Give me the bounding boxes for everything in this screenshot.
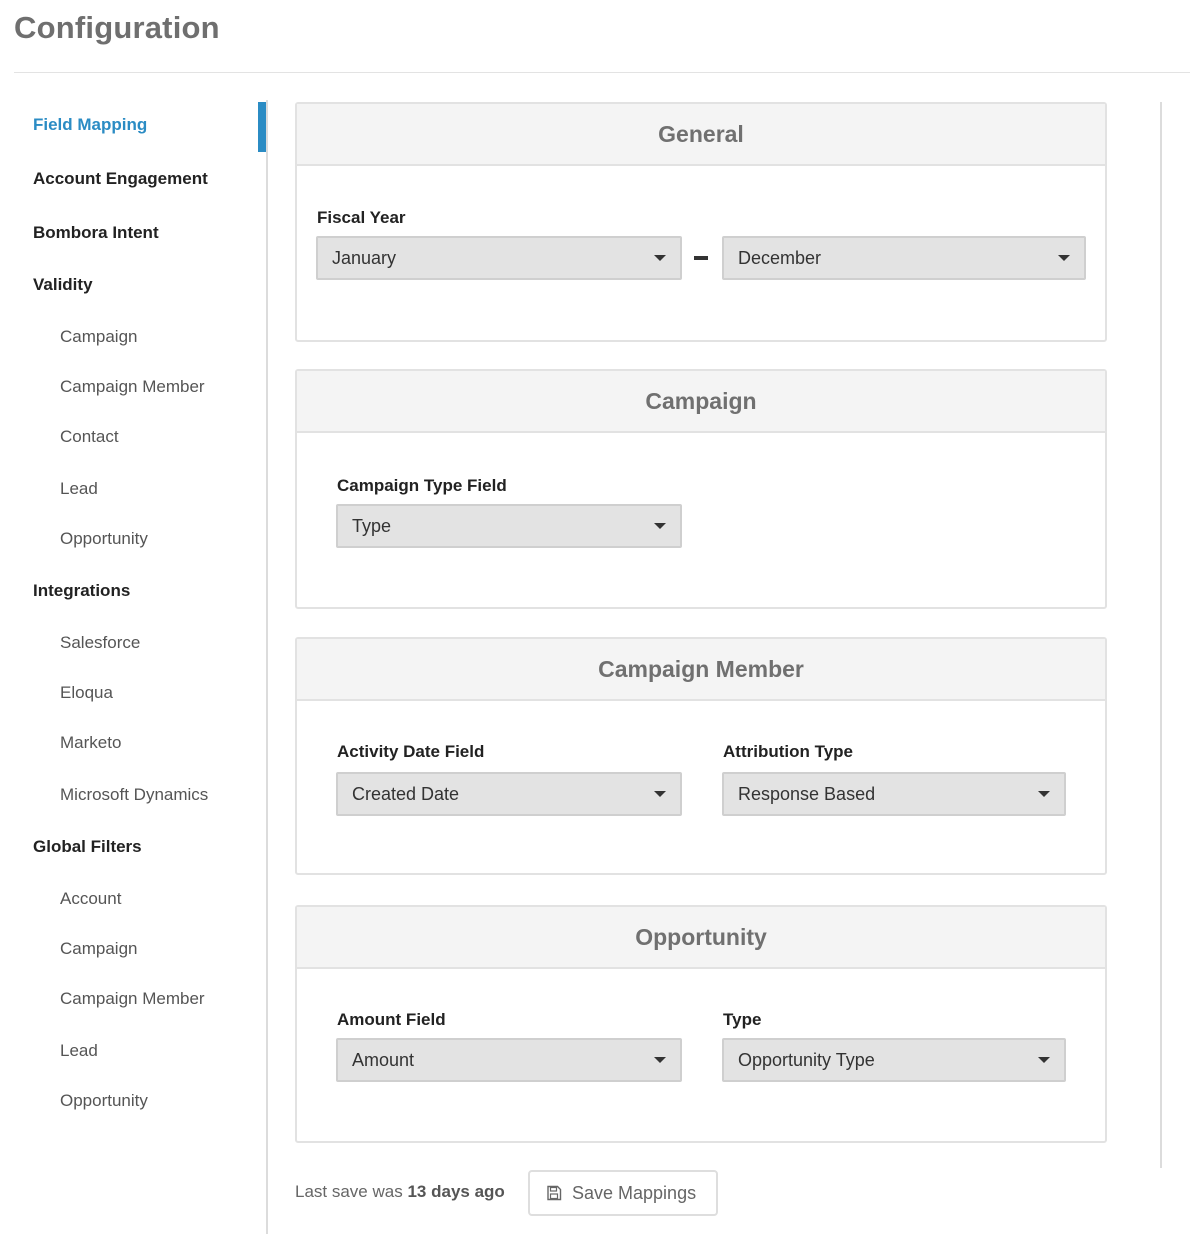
amount-field-value: Amount — [352, 1050, 415, 1070]
campaign-type-field-select[interactable] — [336, 504, 682, 548]
save-mappings-button[interactable] — [528, 1170, 718, 1216]
sidebar-item-filter-opportunity[interactable]: Opportunity — [60, 1091, 148, 1110]
last-save-prefix: Last save was — [295, 1182, 403, 1201]
opportunity-type-select[interactable] — [722, 1038, 1066, 1082]
chevron-down-icon — [654, 523, 666, 529]
sidebar-nav — [0, 100, 268, 1234]
fiscal-year-label: Fiscal Year — [317, 208, 406, 227]
general-panel-header — [297, 104, 1105, 166]
opportunity-panel-title: Opportunity — [635, 923, 767, 950]
sidebar-item-filter-campaign-member[interactable]: Campaign Member — [60, 989, 205, 1008]
sidebar-item-integrations[interactable]: Integrations — [33, 581, 131, 600]
last-save-note — [295, 1182, 505, 1202]
fiscal-year-start-value: January — [332, 248, 397, 268]
general-panel — [295, 102, 1107, 342]
floppy-disk-icon — [546, 1185, 562, 1201]
amount-field-select[interactable] — [336, 1038, 682, 1082]
title-divider — [14, 72, 1190, 73]
sidebar-item-validity-contact[interactable]: Contact — [60, 427, 119, 446]
general-panel-title: General — [658, 120, 744, 147]
chevron-down-icon — [654, 791, 666, 797]
campaign-type-field-value: Type — [352, 516, 392, 536]
page-title: Configuration — [14, 10, 220, 45]
opportunity-panel-header — [297, 907, 1105, 969]
campaign-panel-title: Campaign — [645, 387, 757, 414]
save-mappings-label: Save Mappings — [572, 1182, 697, 1203]
sidebar-item-bombora-intent[interactable]: Bombora Intent — [33, 223, 159, 242]
sidebar-item-validity-opportunity[interactable]: Opportunity — [60, 529, 148, 548]
fiscal-year-end-value: December — [738, 248, 822, 268]
sidebar-item-filter-account[interactable]: Account — [60, 889, 122, 908]
campaign-type-field-label: Campaign Type Field — [337, 476, 507, 495]
campaign-panel-header — [297, 371, 1105, 433]
last-save-value: 13 days ago — [407, 1182, 505, 1201]
chevron-down-icon — [1058, 255, 1070, 261]
activity-date-field-select[interactable] — [336, 772, 682, 816]
sidebar-item-field-mapping[interactable]: Field Mapping — [33, 115, 148, 134]
campaign-member-panel-header — [297, 639, 1105, 701]
sidebar-item-account-engagement[interactable]: Account Engagement — [33, 169, 208, 188]
chevron-down-icon — [1038, 791, 1050, 797]
sidebar-item-filter-lead[interactable]: Lead — [60, 1041, 98, 1060]
fiscal-year-end-select[interactable] — [722, 236, 1086, 280]
activity-date-field-value: Created Date — [352, 784, 460, 804]
sidebar-item-validity-campaign[interactable]: Campaign — [60, 327, 138, 346]
sidebar-item-validity-lead[interactable]: Lead — [60, 479, 98, 498]
sidebar-item-microsoft-dynamics[interactable]: Microsoft Dynamics — [60, 785, 209, 804]
sidebar-item-validity[interactable]: Validity — [33, 275, 93, 294]
sidebar-item-validity-campaign-member[interactable]: Campaign Member — [60, 377, 205, 396]
sidebar-item-global-filters[interactable]: Global Filters — [33, 837, 142, 856]
chevron-down-icon — [1038, 1057, 1050, 1063]
sidebar-item-salesforce[interactable]: Salesforce — [60, 633, 141, 652]
attribution-type-value: Response Based — [738, 784, 876, 804]
sidebar-item-marketo[interactable]: Marketo — [60, 733, 122, 752]
attribution-type-select[interactable] — [722, 772, 1066, 816]
opportunity-type-label: Type — [723, 1010, 762, 1029]
chevron-down-icon — [654, 1057, 666, 1063]
attribution-type-label: Attribution Type — [723, 742, 853, 761]
opportunity-type-value: Opportunity Type — [738, 1050, 875, 1070]
campaign-member-panel-title: Campaign Member — [598, 655, 804, 682]
amount-field-label: Amount Field — [337, 1010, 446, 1029]
active-indicator — [258, 102, 266, 152]
range-dash — [694, 256, 708, 260]
sidebar-item-eloqua[interactable]: Eloqua — [60, 683, 113, 702]
chevron-down-icon — [654, 255, 666, 261]
fiscal-year-start-select[interactable] — [316, 236, 682, 280]
content-right-divider — [1160, 102, 1162, 1168]
activity-date-field-label: Activity Date Field — [337, 742, 485, 761]
sidebar-item-filter-campaign[interactable]: Campaign — [60, 939, 138, 958]
